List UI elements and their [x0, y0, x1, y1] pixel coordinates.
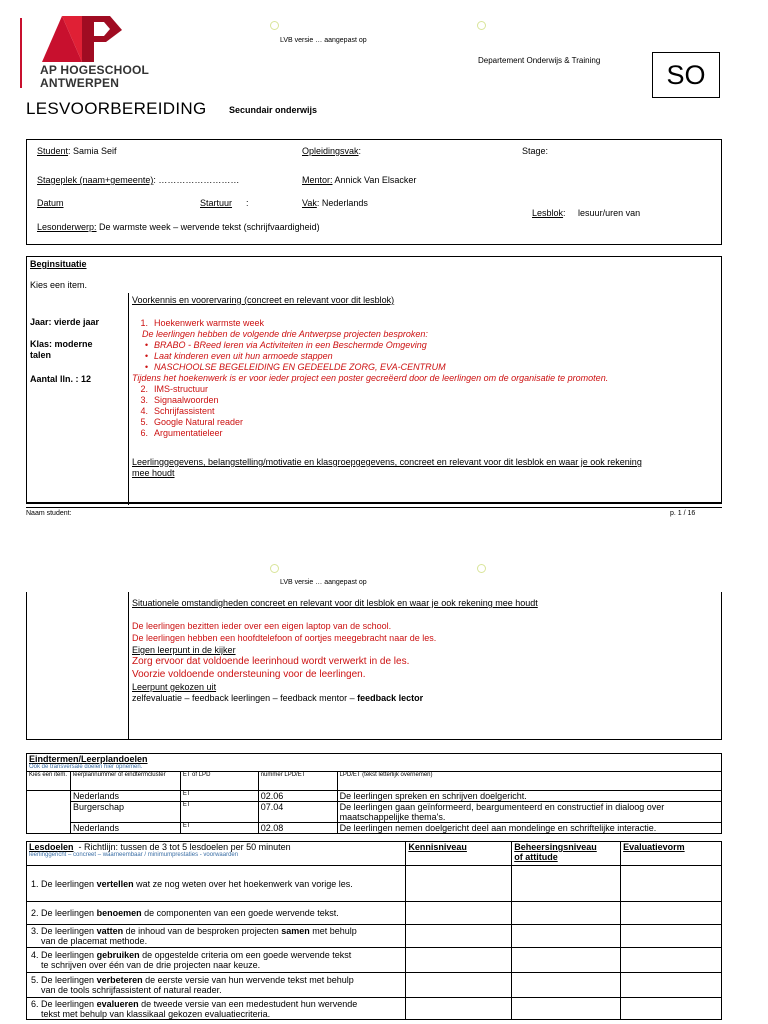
leerpunt-line: Voorzie voldoende ondersteuning voor de leerlingen. — [132, 669, 366, 680]
goal-cell: 2. De leerlingen benoemen de componenten van een goede wervende tekst. — [27, 902, 406, 925]
table-row — [27, 902, 722, 925]
eindtermen-title: Eindtermen/Leerplandoelen — [29, 754, 148, 764]
footer-rule — [26, 507, 722, 508]
cell-vak: Burgerschap — [70, 802, 180, 823]
gekozen-heading: Leerpunt gekozen uit — [132, 682, 217, 692]
leerpunt-line: Zorg ervoor dat voldoende leerinhoud wordt verwerkt in de les. — [132, 656, 410, 667]
gekozen-selected: feedback lector — [357, 693, 424, 703]
list-item: 3. Signaalwoorden — [140, 395, 219, 405]
goal-cell: 1. De leerlingen vertellen wat ze nog weten over het hoekenwerk van vorige les. — [27, 866, 406, 902]
list-item-sub: De leerlingen hebben de volgende drie Antwerpse projecten besproken: — [142, 329, 428, 339]
eindtermen-table — [26, 753, 722, 834]
leerling-heading — [132, 457, 642, 479]
col-evaluatievorm: Evaluatievorm — [621, 842, 722, 866]
department-label: Departement Onderwijs & Training — [478, 56, 601, 65]
list-item: 2. IMS-structuur — [140, 384, 209, 394]
empty-cell — [27, 791, 71, 834]
placeholder-circle-icon — [270, 21, 279, 30]
table-row — [27, 998, 722, 1020]
table-row — [27, 823, 722, 834]
col-beheersing-line2: of attitude — [514, 852, 558, 862]
cell-nummer: 02.06 — [258, 791, 337, 802]
mentor-label: Mentor: — [302, 175, 333, 185]
table-row — [27, 802, 722, 823]
leerpunt-heading: Eigen leerpunt in de kijker — [132, 645, 236, 655]
student-info-box — [26, 139, 722, 245]
cell-type: ET — [180, 791, 258, 802]
placeholder-circle-icon — [477, 564, 486, 573]
kies-item-dropdown[interactable]: Kies een item. — [30, 280, 88, 290]
cell-tekst: De leerlingen nemen doelgericht deel aan mondelinge en schriftelijke interactie. — [337, 823, 721, 834]
version-text: LVB versie … aangepast op — [280, 579, 367, 586]
page-subtitle: Secundair onderwijs — [229, 105, 318, 115]
lesdoelen-header — [27, 842, 406, 866]
leerling-heading-line2: mee houdt — [132, 468, 175, 478]
column-divider — [128, 592, 129, 739]
eindtermen-hint: Ook de transversale doelen hier opnemen. — [29, 764, 143, 770]
list-item: • NASCHOOLSE BEGELEIDING EN GEDEELDE ZORG, EVA-CENTRUM — [144, 362, 446, 372]
mentor-field[interactable] — [302, 175, 416, 185]
startuur-value: : — [246, 198, 249, 208]
lesdoelen-table — [26, 841, 722, 1020]
stageplek-value: : ……………………… — [153, 175, 240, 185]
stageplek-label: Stageplek (naam+gemeente) — [37, 175, 154, 185]
version-text: LVB versie … aangepast op — [280, 37, 367, 44]
table-row — [27, 948, 722, 973]
logo-accent-bar — [20, 18, 22, 88]
list-item: 4. Schrijfassistent — [140, 406, 215, 416]
gekozen-options: zelfevaluatie – feedback leerlingen – feedback mentor – — [132, 693, 358, 703]
vak-value: : Nederlands — [316, 198, 368, 208]
situational-line: De leerlingen hebben een hoofdtelefoon of oortjes meegebracht naar de les. — [132, 633, 437, 643]
cell-type: ET — [180, 802, 258, 823]
vak-field[interactable] — [302, 198, 368, 208]
goal-cell: 6. De leerlingen evalueren de tweede versie van een medestudent hun wervende tekst met behulp van klassikaal gekozen evaluatiecriteria. — [27, 998, 406, 1020]
poster-note: Tijdens het hoekenwerk is er voor ieder project een poster gecreëerd door de leerlingen om de organisatie te promoten. — [132, 373, 609, 383]
mentor-value: Annick Van Elsacker — [332, 175, 417, 185]
col-nummer: nummer LPD/ET — [258, 772, 337, 791]
lesdoelen-title: Lesdoelen — [29, 842, 74, 852]
page-title: LESVOORBEREIDING — [26, 99, 207, 118]
startuur-field[interactable] — [200, 198, 249, 208]
goal-cell: 5. De leerlingen verbeteren de eerste versie van hun wervende tekst met behulp van de tools schrijfassistent of natural reader. — [27, 973, 406, 998]
student-value: : Samia Seif — [68, 146, 117, 156]
opleidingsvak-colon: : — [358, 146, 362, 156]
placeholder-circle-icon — [270, 564, 279, 573]
lesblok-label: Lesblok — [532, 208, 564, 218]
voorkennis-list — [132, 318, 608, 439]
col-tekst: LPD/ET (tekst letterlijk overnemen) — [337, 772, 721, 791]
column-divider — [128, 293, 129, 505]
student-field[interactable] — [37, 146, 117, 156]
klas-label — [30, 339, 93, 361]
situational-heading: Situationele omstandigheden concreet en relevant voor dit lesblok en waar je ook rekening mee houdt — [132, 598, 538, 608]
stageplek-field[interactable] — [37, 175, 239, 185]
goal-cell: 3. De leerlingen vatten de inhoud van de besproken projecten samen met behulp van de placemat methode. — [27, 925, 406, 948]
leerling-heading-line1: Leerlinggegevens, belangstelling/motivatie en klasgroepgegevens, concreet en relevant voor dit lesblok en waar je ook rekening — [132, 457, 642, 467]
cell-nummer: 02.08 — [258, 823, 337, 834]
beginsituatie-box — [26, 256, 722, 504]
placeholder-circle-icon — [477, 21, 486, 30]
table-row — [27, 925, 722, 948]
lesonderwerp-field[interactable] — [37, 222, 320, 232]
startuur-label: Startuur — [200, 198, 233, 208]
lesonderwerp-value: De warmste week – wervende tekst (schrijfvaardigheid) — [96, 222, 320, 232]
voorkennis-heading: Voorkennis en voorervaring (concreet en relevant voor dit lesblok) — [132, 295, 395, 305]
list-item: 5. Google Natural reader — [140, 417, 244, 427]
beginsituatie-title: Beginsituatie — [30, 259, 87, 269]
situational-line: De leerlingen bezitten ieder over een eigen laptop van de school. — [132, 621, 392, 631]
opleidingsvak-field[interactable] — [302, 146, 361, 156]
aantal-label: Aantal lln. : 12 — [30, 374, 92, 384]
list-item: 1. Hoekenwerk warmste week — [140, 318, 265, 328]
lesonderwerp-label: Lesonderwerp: — [37, 222, 97, 232]
col-et: ET of LPD — [180, 772, 258, 791]
footer-page-number: p. 1 / 16 — [670, 510, 696, 517]
logo-line1: AP HOGESCHOOL — [40, 63, 150, 77]
vak-label: Vak — [302, 198, 317, 208]
cell-vak: Nederlands — [70, 823, 180, 834]
so-badge: SO — [652, 52, 720, 98]
col-kennisniveau: Kennisniveau — [406, 842, 512, 866]
logo-text — [40, 64, 149, 90]
cell-nummer: 07.04 — [258, 802, 337, 823]
table-row — [27, 791, 722, 802]
jaar-label: Jaar: vierde jaar — [30, 317, 100, 327]
stage-label[interactable]: Stage: — [522, 146, 549, 156]
col-leerplan: leerplannummer of eindtermcluster — [70, 772, 180, 791]
lesblok-field[interactable] — [522, 198, 640, 228]
logo-line2: ANTWERPEN — [40, 76, 120, 90]
situational-box — [26, 592, 722, 740]
eindtermen-header — [27, 754, 722, 772]
cell-vak: Nederlands — [70, 791, 180, 802]
lesblok-value: : lesuur/uren van — [563, 208, 641, 218]
goal-cell: 4. De leerlingen gebruiken de opgestelde criteria om een goede wervende tekst te schrijven over één van de drie projecten naar keuze. — [27, 948, 406, 973]
gekozen-value — [132, 693, 423, 703]
cell-type: ET — [180, 823, 258, 834]
col-kies[interactable]: Kies een item. — [27, 772, 71, 791]
list-item: 6. Argumentatieleer — [140, 428, 223, 438]
klas-line2: talen — [30, 350, 52, 360]
table-row — [27, 866, 722, 902]
list-item: • BRABO - BReed leren via Activiteiten in een Beschermde Omgeving — [144, 340, 427, 350]
opleidingsvak-label: Opleidingsvak — [302, 146, 359, 156]
lesdoelen-rule: - Richtlijn: tussen de 3 tot 5 lesdoelen per 50 minuten — [73, 842, 291, 852]
student-label: Student — [37, 146, 69, 156]
col-beheersing-line1: Beheersingsniveau — [514, 842, 597, 852]
cell-tekst: De leerlingen gaan geïnformeerd, beargumenteerd en constructief in dialoog over maatschappelijke thema's. — [337, 802, 721, 823]
cell-tekst: De leerlingen spreken en schrijven doelgericht. — [337, 791, 721, 802]
list-item: • Laat kinderen even uit hun armoede stappen — [144, 351, 333, 361]
footer-naam-student: Naam student: — [26, 510, 72, 517]
datum-label[interactable]: Datum — [37, 198, 64, 208]
klas-line1: Klas: moderne — [30, 339, 93, 349]
col-beheersingsniveau — [512, 842, 621, 866]
table-row — [27, 973, 722, 998]
ap-logo-icon — [38, 14, 124, 62]
lesdoelen-hint: leerlinggericht – concreet – waarneembaar / minimumprestaties - voorwaarden — [29, 852, 239, 858]
